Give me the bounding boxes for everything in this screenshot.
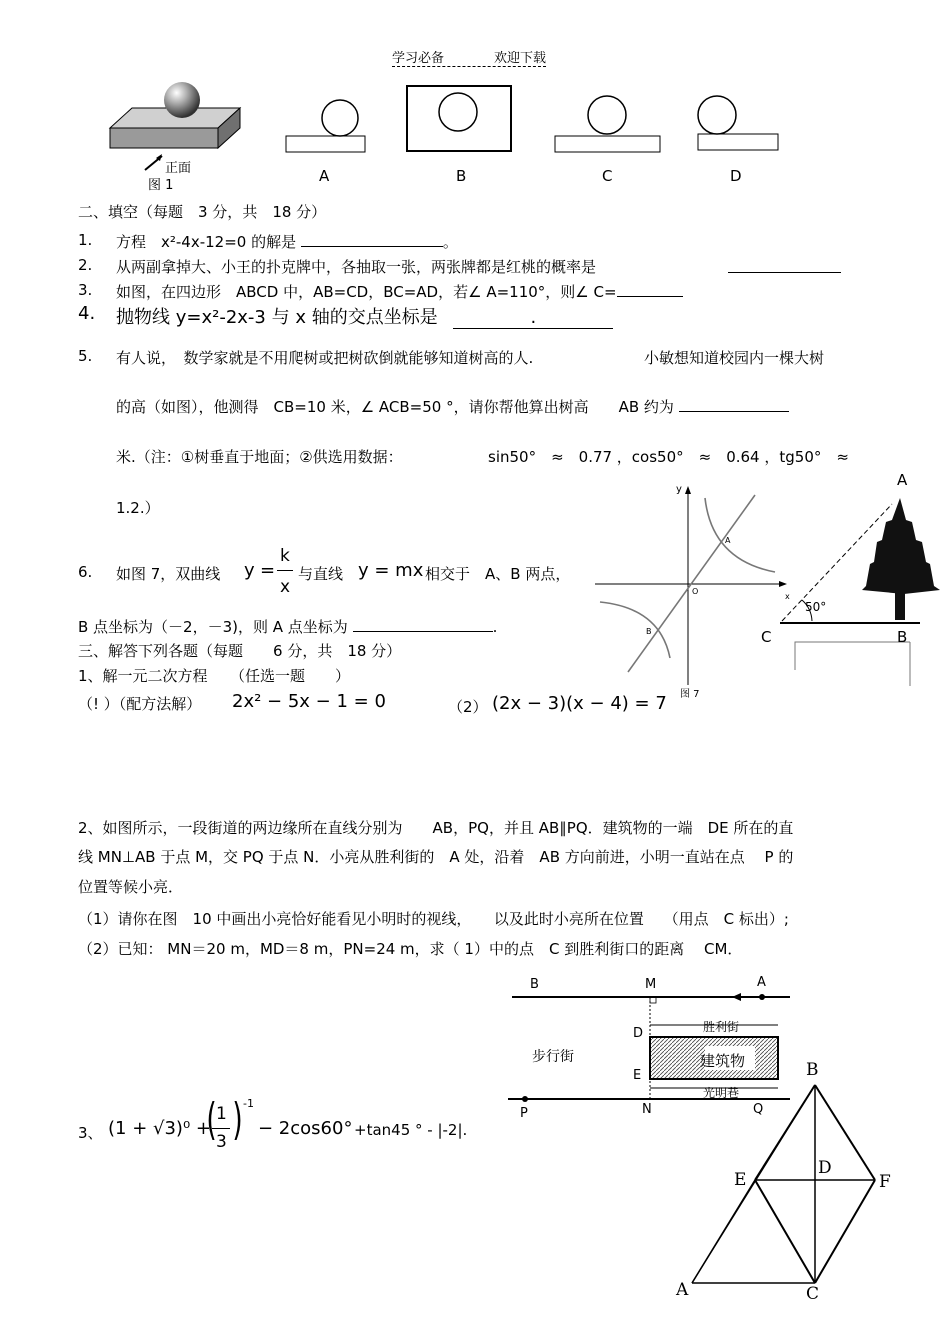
rhombus-f-label: F	[879, 1172, 891, 1192]
q6-formula1-x: x	[280, 577, 291, 597]
q4-blank-mark: .	[530, 307, 537, 328]
option-c-rect	[555, 136, 660, 152]
q6-formula1-y: y	[244, 560, 255, 581]
p1-sub2-eq: (2x − 3)(x − 4) = 7	[492, 693, 667, 714]
p3-expr-c: +tan45 ° - |-2|.	[354, 1121, 468, 1139]
q3	[116, 281, 683, 302]
fig7-x-label: x	[785, 592, 790, 601]
rhombus-a-label: A	[676, 1280, 689, 1300]
shengli-street-label: 胜利街	[703, 1020, 740, 1034]
q6-line2-text: B 点坐标为（－2，－3)，则 A 点坐标为	[78, 618, 348, 636]
wall	[795, 642, 910, 670]
option-c-circle	[588, 96, 626, 134]
street-a-label: A	[757, 975, 766, 990]
q5-line2	[116, 396, 789, 417]
q2-text: 从两副拿掉大、小王的扑克牌中，各抽取一张，两张牌都是红桃的概率是	[116, 258, 597, 276]
q3-blank[interactable]	[617, 296, 683, 297]
q6-line2	[78, 616, 497, 637]
q5-line4: 1.2.）	[116, 499, 160, 517]
q3-num: 3.	[78, 281, 93, 299]
tree-b-label: B	[897, 628, 908, 646]
sphere	[164, 82, 200, 118]
street-d-label: D	[633, 1026, 644, 1041]
p3-frac-den: 3	[216, 1132, 227, 1152]
p2-line3: 位置等候小亮．	[78, 878, 184, 896]
rhombus-figure	[680, 1080, 890, 1305]
q6-end: .	[492, 618, 498, 636]
p3-frac-num: 1	[216, 1104, 227, 1124]
option-d-label: D	[730, 167, 742, 185]
tree-figure	[770, 490, 940, 690]
header-right: 欢迎下载	[494, 51, 547, 66]
q6-formula1-bar	[277, 570, 293, 571]
p2-line5: （2）已知： MN＝20 m，MD＝8 m，PN=24 m，求（ 1）中的点 C 到胜利街口的距离 CM．	[78, 940, 743, 958]
header-left: 学习必备	[392, 51, 445, 66]
fig7-o-label: O	[692, 587, 699, 596]
section2-title: 二、填空（每题 3 分，共 18 分）	[78, 203, 327, 221]
q3-text: 如图，在四边形 ABCD 中，AB=CD，BC=AD，若∠ A=110°，则∠ C=	[116, 283, 617, 301]
q4	[116, 303, 613, 329]
p2-line1: 2、如图所示，一段街道的两边缘所在直线分别为 AB，PQ，并且 AB∥PQ．建筑物的一端 DE 所在的直	[78, 819, 794, 837]
front-label: 正面	[165, 161, 192, 176]
p1-sub1-eq: 2x² − 5x − 1 = 0	[232, 691, 386, 712]
tree-c-label: C	[761, 628, 772, 646]
q4-blank[interactable]	[453, 307, 613, 329]
q5-line1a: 有人说， 数学家就是不用爬树或把树砍倒就能够知道树高的人.	[116, 349, 534, 367]
rhombus-b-label: B	[806, 1060, 819, 1080]
q6-formula1-k: k	[280, 546, 290, 566]
pedestrian-street-label: 步行街	[532, 1049, 574, 1065]
q6-blank[interactable]	[353, 631, 493, 632]
hyperbola-branch-2	[600, 602, 670, 658]
option-a-circle	[322, 100, 358, 136]
option-b-label: B	[456, 167, 467, 185]
option-d-rect	[698, 134, 778, 150]
street-b-label: B	[530, 977, 539, 992]
q5-line1b: 小敏想知道校园内一棵大树	[644, 349, 825, 367]
q6-formula1-eq: =	[260, 560, 276, 581]
p1-sub2-label: （2）	[448, 698, 488, 716]
street-e-label: E	[633, 1068, 642, 1083]
q5-line3a: 米.（注：①树垂直于地面；②供选用数据：	[116, 448, 403, 466]
q5-num: 5.	[78, 347, 93, 365]
q6-text-c: 相交于 A、B 两点，	[425, 565, 571, 583]
q5-line3b: sin50° ≈ 0.77 ，cos50° ≈ 0.64 ，tg50° ≈	[488, 448, 849, 466]
fig7-b-label: B	[646, 627, 652, 636]
q5-blank[interactable]	[679, 411, 789, 412]
q4-text: 抛物线 y=x²-2x-3 与 x 轴的交点坐标是	[116, 307, 438, 328]
q1-num: 1.	[78, 231, 93, 249]
p3-frac-bar	[212, 1128, 230, 1129]
q1	[116, 231, 458, 252]
q6-num: 6.	[78, 563, 93, 581]
q6-text-a: 如图 7，双曲线	[116, 565, 221, 583]
street-q-label: Q	[753, 1102, 764, 1117]
p3-num: 3、	[78, 1124, 103, 1142]
p2-line2: 线 MN⊥AB 于点 M，交 PQ 于点 N．小亮从胜利街的 A 处，沿着 AB 方向前进，小明一直站在点 P 的	[78, 848, 794, 866]
p2-line4: （1）请你在图 10 中画出小亮恰好能看见小明时的视线， 以及此时小亮所在位置 （用点 C 标出）;	[78, 910, 789, 928]
hyperbola-branch-1	[705, 498, 775, 572]
q1-text: 方程 x²-4x-12=0 的解是	[116, 233, 297, 251]
street-n-label: N	[642, 1102, 652, 1117]
q4-num: 4.	[78, 303, 96, 324]
fig7-y-label: y	[676, 484, 682, 495]
rhombus-d-label: D	[818, 1158, 832, 1178]
option-c-label: C	[602, 167, 613, 185]
q1-end: 。	[442, 233, 458, 251]
section3-title: 三、解答下列各题（每题 6 分，共 18 分）	[78, 642, 402, 660]
q2-blank[interactable]	[728, 272, 841, 273]
p3-paren-right: )	[232, 1094, 243, 1145]
rhombus-e-label: E	[734, 1170, 747, 1190]
option-d-circle	[698, 96, 736, 134]
q5-line2-text: 的高（如图），他测得 CB=10 米，∠ ACB=50 °，请你帮他算出树高 AB 约为	[116, 398, 674, 416]
building-label: 建筑物	[700, 1052, 746, 1070]
fig7-a-label: A	[725, 536, 731, 545]
page-header	[392, 47, 546, 67]
p1-text: 1、解一元二次方程 （任选一题 ）	[78, 667, 351, 685]
option-a-label: A	[319, 167, 330, 185]
tree-a-label: A	[897, 471, 908, 489]
point-p	[522, 1096, 528, 1102]
option-b-rect	[407, 86, 511, 151]
q6-formula2: y = mx	[358, 560, 424, 581]
street-m-label: M	[645, 977, 657, 992]
tree-angle-label: 50°	[805, 600, 827, 614]
rhombus-c-label: C	[806, 1284, 820, 1304]
option-a-rect	[286, 136, 365, 152]
fig1-caption: 图 1	[148, 178, 174, 193]
p1-sub1-label: （! ）（配方法解）	[78, 695, 202, 713]
figure-1	[100, 70, 800, 195]
p3-expr-a: (1 + √3)⁰ +	[108, 1118, 211, 1139]
tree-trunk	[895, 590, 905, 620]
p3-exp: -1	[243, 1097, 254, 1110]
p3-paren-left: (	[206, 1094, 217, 1145]
q6-text-b: 与直线	[298, 565, 344, 583]
guangming-lane-label: 光明巷	[703, 1086, 740, 1100]
street-p-label: P	[520, 1106, 528, 1121]
option-b-circle	[439, 93, 477, 131]
q1-blank[interactable]	[301, 246, 443, 247]
fig7-caption: 图 7	[680, 689, 700, 700]
p3-expr-b: − 2cos60°	[258, 1118, 353, 1139]
q2-num: 2.	[78, 256, 93, 274]
figure-7	[590, 480, 790, 700]
slab-front	[110, 128, 218, 148]
tree-crown	[862, 498, 940, 594]
